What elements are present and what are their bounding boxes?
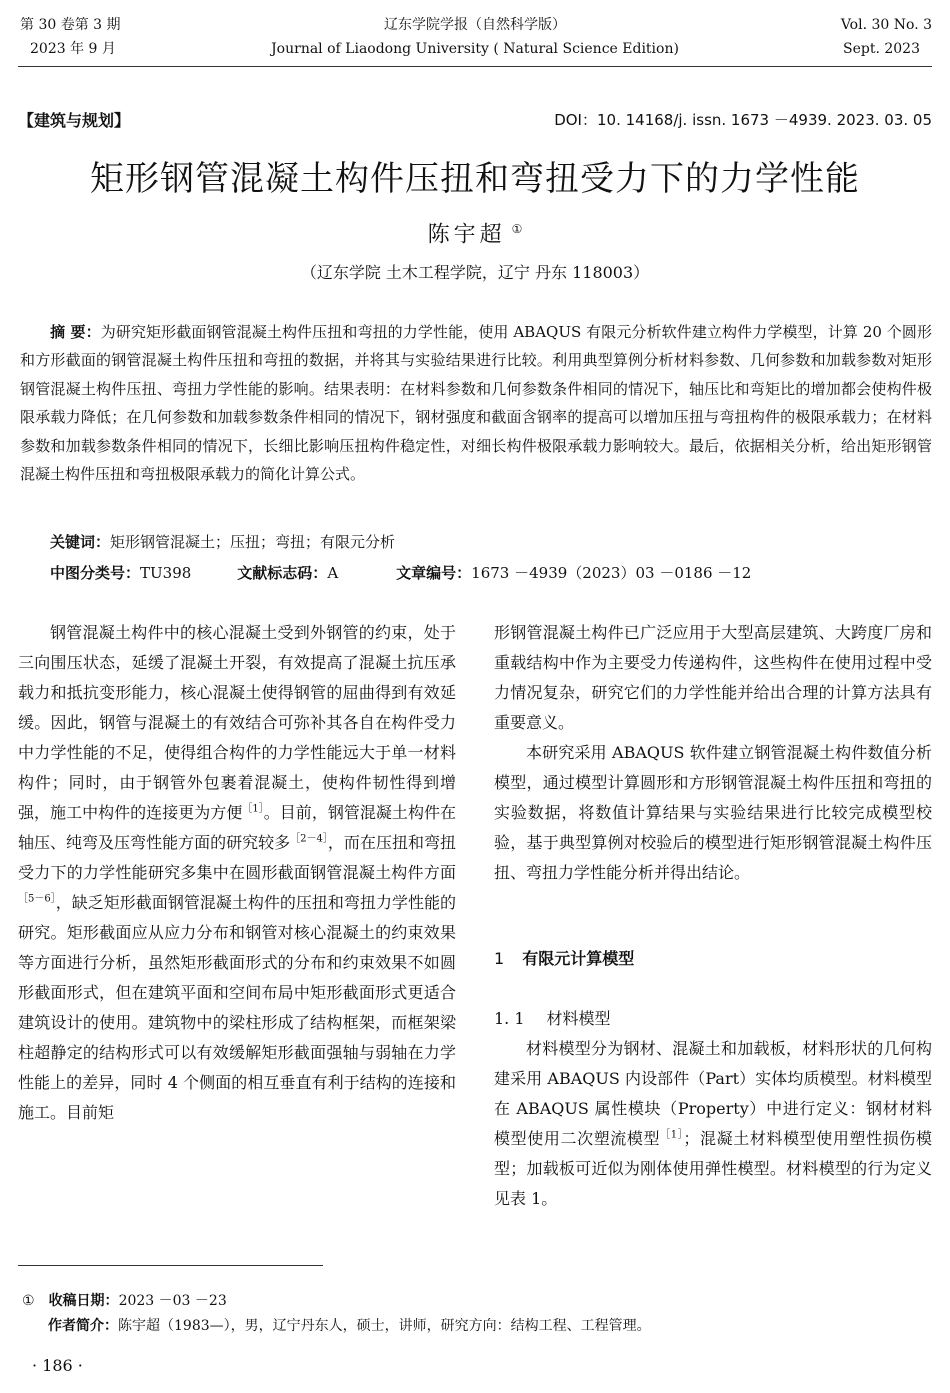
bio-label: 作者简介：	[48, 1318, 118, 1334]
material-model-paragraph	[494, 1034, 932, 1214]
keywords-label: 关键词：	[50, 533, 111, 551]
intro-paragraph-left	[18, 618, 456, 1128]
right-column	[494, 618, 932, 888]
citation-ref-1[interactable]: ［1］	[242, 803, 264, 815]
footnote-mark: ①	[22, 1293, 35, 1309]
received-date	[22, 1290, 227, 1312]
section-1-1-number: 1. 1	[494, 1009, 525, 1028]
material-text-b: ；混凝土材料模型使用塑性损伤模型；加载板可近似为刚体使用弹性模型。材料模型的行为定义见表 1。	[494, 1129, 932, 1208]
intro-text-c: ，而在压扭和弯扭受力下的力学性能研究多集中在圆形截面钢管混凝土构件方面	[18, 833, 456, 882]
material-text-a: 材料模型分为钢材、混凝土和加载板，材料形状的几何构建采用 ABAQUS 内设部件（Part）实体均质模型。材料模型在 ABAQUS 属性模块（Property）中进行定义：钢材材料模型使用二次塑流模型	[494, 1039, 932, 1148]
author-bio	[48, 1315, 651, 1337]
page-number: · 186 ·	[32, 1356, 83, 1375]
article-number-value: 1673 －4939（2023）03 －0186 －12	[471, 564, 752, 582]
footnote-rule	[18, 1265, 323, 1266]
bio-value: 陈宇超（1983—），男，辽宁丹东人，硕士，讲师，研究方向：结构工程、工程管理。	[118, 1318, 651, 1334]
article-title: 矩形钢管混凝土构件压扭和弯扭受力下的力学性能	[90, 159, 860, 199]
doi: DOI：10. 14168/j. issn. 1673 －4939. 2023. 03. 05	[554, 111, 932, 129]
intro-text-d: ，缺乏矩形截面钢管混凝土构件的压扭和弯扭力学性能的研究。矩形截面应从应力分布和钢管对核心混凝土的约束效果等方面进行分析，虽然矩形截面形式的分布和约束效果不如圆形截面形式，但在建筑平面和空间布局中矩形截面形式更适合建筑设计的使用。建筑物中的梁柱形成了结构框架，而框架梁柱超静定的结构形式可以有效缓解矩形截面强轴与弱轴在力学性能上的差异，同时 4 个侧面的相互垂直有利于结构的连接和施工。目前矩	[18, 893, 456, 1122]
abstract-label: 摘 要：	[50, 323, 101, 341]
received-label: 收稿日期：	[48, 1293, 119, 1309]
keywords	[20, 528, 932, 556]
section-1-number: 1	[494, 949, 505, 968]
section-1-1-heading	[494, 1005, 611, 1033]
intro-text-b: 。目前，钢管混凝土构件在轴压、纯弯及压弯性能方面的研究较多	[18, 803, 456, 852]
received-value: 2023 －03 －23	[118, 1293, 227, 1309]
intro-text-a: 钢管混凝土构件中的核心混凝土受到外钢管的约束，处于三向围压状态，延缓了混凝土开裂，有效提高了混凝土抗压承载力和抵抗变形能力，核心混凝土使得钢管的屈曲得到有效延缓。因此，钢管与混凝土的有效结合可弥补其各自在构件受力中力学性能的不足，使得组合构件的力学性能远大于单一材料构件；同时，由于钢管外包裹着混凝土，使构件韧性得到增强，施工中构件的连接更为方便	[18, 623, 456, 822]
article-number-label: 文章编号：	[396, 564, 472, 582]
header-rule	[18, 66, 932, 67]
affiliation: （辽东学院 土木工程学院，辽宁 丹东 118003）	[300, 263, 650, 282]
section-1-heading	[494, 945, 634, 973]
author-line	[0, 214, 950, 250]
research-paragraph: 本研究采用 ABAQUS 软件建立钢管混凝土构件数值分析模型，通过模型计算圆形和方形钢管混凝土构件压扭和弯扭的实验数据，将数值计算结果与实验结果进行比较完成模型校验，基于典型算例对校验后的模型进行矩形钢管混凝土构件压扭、弯扭力学性能分析并得出结论。	[494, 743, 932, 882]
clc-label: 中图分类号：	[50, 564, 141, 582]
section-1-title: 有限元计算模型	[522, 949, 635, 968]
citation-ref-2-4[interactable]: ［2－4］	[290, 833, 328, 845]
author-footnote-mark: ①	[511, 222, 523, 236]
abstract-text: 为研究矩形截面钢管混凝土构件压扭和弯扭的力学性能，使用 ABAQUS 有限元分析软件建立构件力学模型，计算 20 个圆形和方形截面的钢管混凝土构件压扭和弯扭的数据，并将其与实验结果进行比较。利用典型算例分析材料参数、几何参数和加载参数对矩形钢管混凝土构件压扭、弯扭力学性能的影响。结果表明：在材料参数和几何参数条件相同的情况下，轴压比和弯矩比的增加都会使构件极限承载力降低；在几何参数和加载参数条件相同的情况下，钢材强度和截面含钢率的提高可以增加压扭与弯扭构件的极限承载力；在材料参数和加载参数条件相同的情况下，长细比影响压扭构件稳定性，对细长构件极限承载力影响较大。最后，依据相关分析，给出矩形钢管混凝土构件压扭和弯扭极限承载力的简化计算公式。	[20, 323, 932, 484]
intro-paragraph-right: 形钢管混凝土构件已广泛应用于大型高层建筑、大跨度厂房和重载结构中作为主要受力传递构件，这些构件在使用过程中受力情况复杂，研究它们的力学性能并给出合理的计算方法具有重要意义。	[494, 623, 932, 732]
journal-title-en: Journal of Liaodong University ( Natural Science Edition)	[271, 41, 679, 57]
category-label: 【建筑与规划】	[18, 111, 131, 130]
author-name: 陈宇超	[427, 222, 506, 248]
issue-date: 2023 年 9 月	[30, 41, 116, 57]
volume-info: Vol. 30 No. 3	[840, 17, 932, 33]
keywords-text: 矩形钢管混凝土；压扭；弯扭；有限元分析	[110, 533, 396, 551]
abstract	[20, 318, 932, 488]
section-1-1-title: 材料模型	[546, 1009, 611, 1028]
doc-code-label: 文献标志码：	[237, 564, 328, 582]
doc-code-value: A	[327, 564, 339, 582]
classification	[20, 559, 932, 587]
clc-value: TU398	[140, 564, 192, 582]
citation-ref-1b[interactable]: ［1］	[660, 1129, 684, 1141]
date-en: Sept. 2023	[843, 41, 920, 57]
citation-ref-5-6[interactable]: ［5－6］	[18, 893, 56, 905]
issue-number: 第 30 卷第 3 期	[20, 17, 121, 33]
journal-title-cn: 辽东学院学报（自然科学版）	[384, 17, 566, 33]
